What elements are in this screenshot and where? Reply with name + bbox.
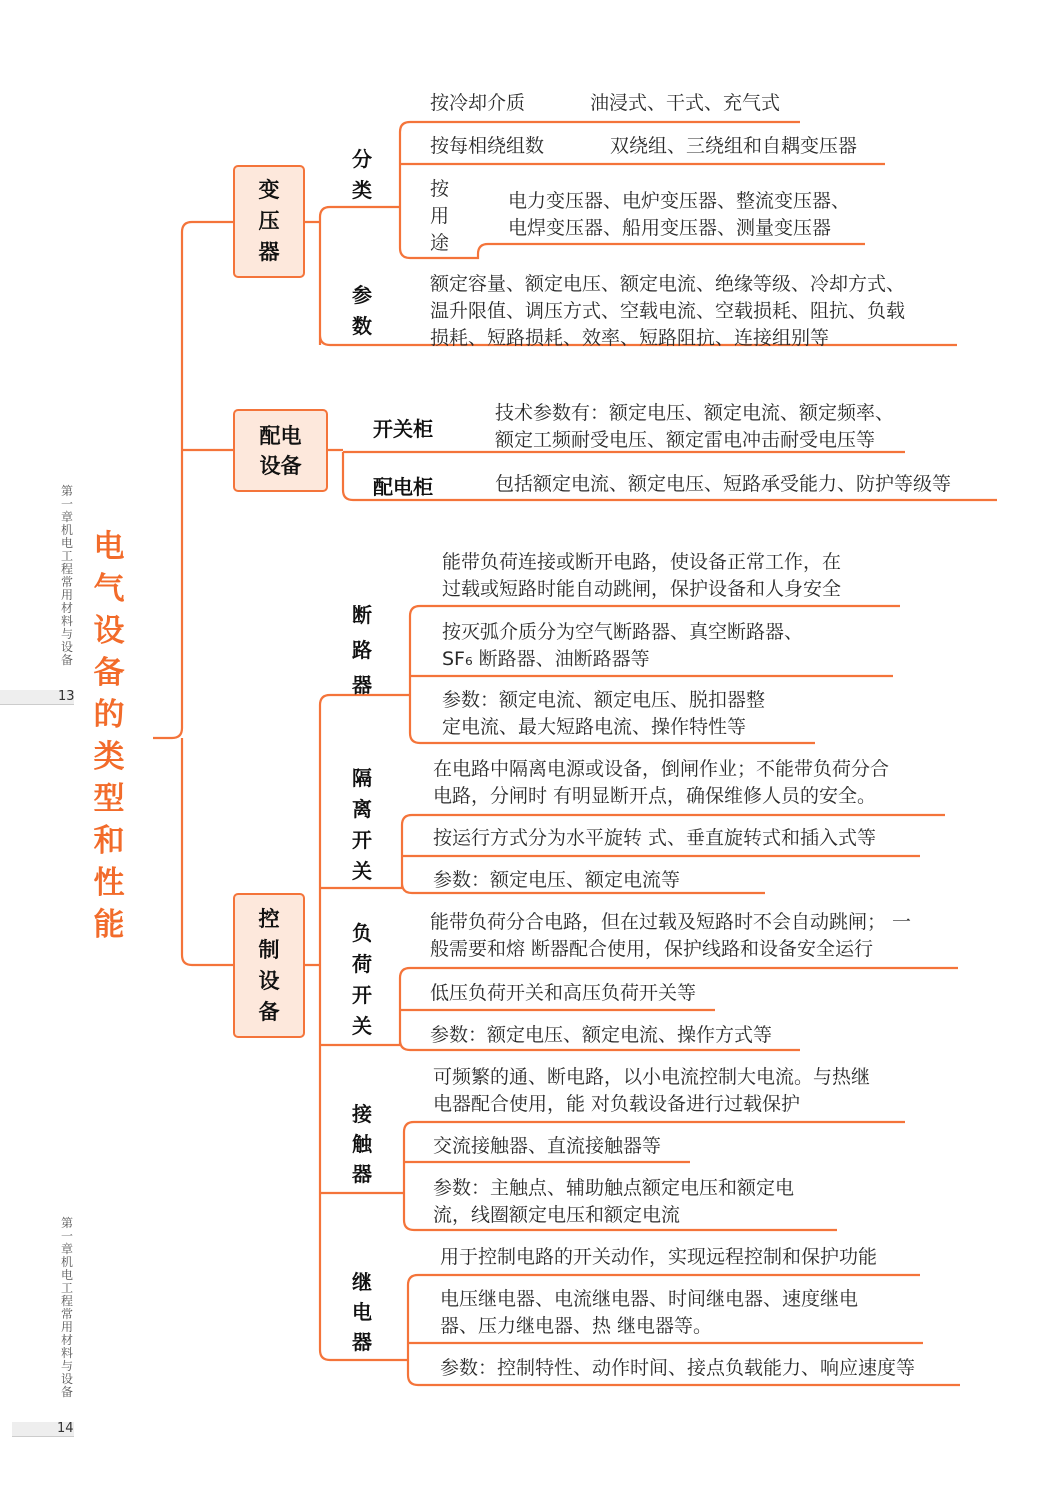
isolator-item: 按运行方式分为水平旋转 式、垂直旋转式和插入式等	[433, 827, 877, 849]
node-distribution	[233, 409, 328, 492]
label-breaker: 断路器	[352, 603, 372, 697]
contactor-item: 可频繁的通、断电路，以小电流控制大电流。与热继 电器配合使用，能 对负载设备进行过载保护	[433, 1066, 871, 1115]
breaker-item: 参数：额定电流、额定电压、脱扣器整 定电流、最大短路电流、操作特性等	[442, 689, 766, 738]
label-params: 参数	[352, 283, 372, 338]
chapter-label: 第一章机电工程常用材料与设备	[61, 1216, 74, 1399]
usage-label: 按用途	[430, 178, 450, 254]
label-classify: 分类	[352, 147, 372, 202]
label-switchgear: 开关柜	[373, 417, 433, 441]
label-isolator: 隔离开关	[352, 766, 372, 883]
label-relay: 继电器	[352, 1270, 372, 1354]
cabinet-value: 包括额定电流、额定电压、短路承受能力、防护等级等	[495, 473, 952, 495]
load-switch-item: 能带负荷分合电路，但在过载及短路时不会自动跳闸； 一 般需要和熔 断器配合使用，保护线路和设备安全运行	[430, 911, 912, 960]
cooling-label: 按冷却介质	[430, 92, 526, 114]
isolator-item: 参数：额定电压、额定电流等	[433, 869, 681, 891]
label-load-switch: 负荷开关	[352, 921, 372, 1038]
cooling-value: 油浸式、干式、充气式	[590, 92, 781, 114]
load-switch-item: 低压负荷开关和高压负荷开关等	[430, 982, 697, 1004]
winding-label: 按每相绕组数	[430, 135, 545, 157]
switchgear-value: 技术参数有：额定电压、额定电流、额定频率、 额定工频耐受电压、额定雷电冲击耐受电压等	[495, 402, 895, 451]
node-label: 控制设备	[258, 906, 280, 1024]
isolator-item: 在电路中隔离电源或设备，倒闸作业；不能带负荷分合 电路，分闸时 有明显断开点，确保维修人员的安全。	[433, 758, 890, 807]
label-cabinet: 配电柜	[373, 475, 433, 499]
page-title: 电气设备的类型和性能	[93, 529, 125, 943]
relay-item: 用于控制电路的开关动作，实现远程控制和保护功能	[440, 1246, 878, 1268]
node-control	[233, 893, 305, 1038]
load-switch-item: 参数：额定电压、额定电流、操作方式等	[430, 1024, 773, 1046]
usage-value: 电力变压器、电炉变压器、整流变压器、 电焊变压器、船用变压器、测量变压器	[508, 190, 851, 239]
params-value: 额定容量、额定电压、额定电流、绝缘等级、冷却方式、 温升限值、调压方式、空载电流、空载损耗、阻抗、负载 损耗、短路损耗、效率、短路阻抗、连接组别等	[430, 273, 906, 349]
relay-item: 电压继电器、电流继电器、时间继电器、速度继电 器、压力继电器、热 继电器等。	[440, 1288, 859, 1337]
contactor-item: 参数：主触点、辅助触点额定电压和额定电 流，线圈额定电压和额定电流	[433, 1177, 795, 1226]
node-transformer	[233, 165, 305, 278]
relay-item: 参数：控制特性、动作时间、接点负载能力、响应速度等	[440, 1357, 916, 1379]
breaker-item: 能带负荷连接或断开电路，使设备正常工作，在 过载或短路时能自动跳闸，保护设备和人身安全	[442, 551, 842, 600]
breaker-item: 按灭弧介质分为空气断路器、真空断路器、 SF₆ 断路器、油断路器等	[442, 621, 804, 670]
winding-value: 双绕组、三绕组和自耦变压器	[610, 135, 858, 157]
chapter-label: 第一章机电工程常用材料与设备	[61, 484, 74, 667]
page-number: 14	[57, 1421, 74, 1436]
node-label: 变压器	[258, 178, 280, 264]
label-contactor: 接触器	[352, 1102, 372, 1186]
contactor-item: 交流接触器、直流接触器等	[433, 1135, 662, 1157]
page-number: 13	[58, 689, 75, 704]
node-label: 配电设备	[259, 423, 302, 478]
